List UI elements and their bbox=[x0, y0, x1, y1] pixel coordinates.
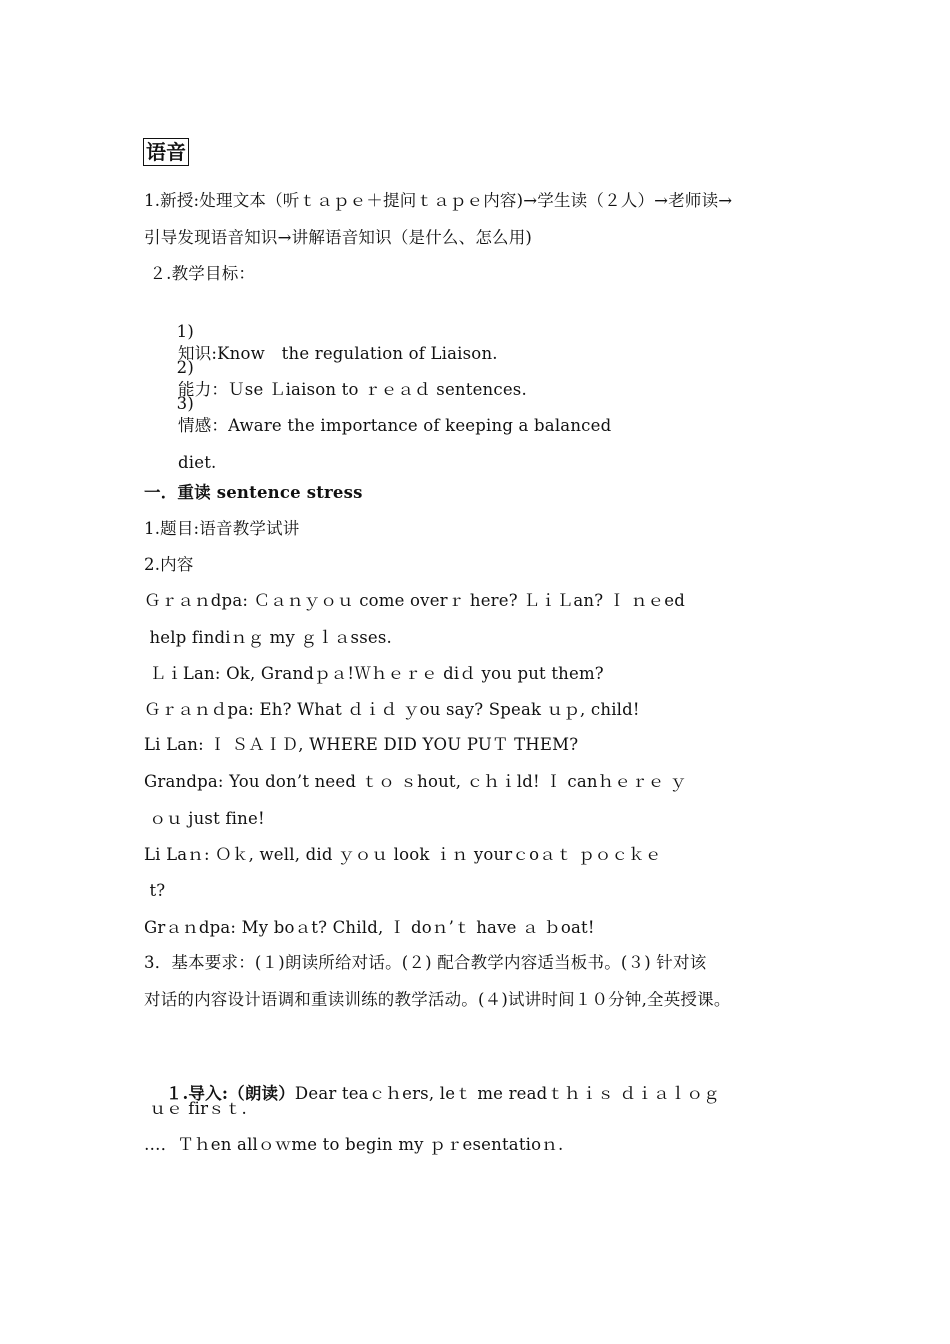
dialogue-line: Ｇｒａｎｄpa: Eh? What ｄｉｄ ｙou say? Speak ｕｐ, child! bbox=[144, 700, 640, 719]
dialogue-line: Ｇｒａｎdpa: Ｃａｎｙｏｕ come overｒ here? ＬｉＬan? Ｉ ｎｅed bbox=[144, 591, 685, 610]
goals-heading: ２.教学目标： bbox=[144, 264, 256, 283]
dialogue-line: Li Lan: Ｉ ＳＡＩＤ, WHERE DID YOU PUＴ THEM? bbox=[144, 735, 579, 754]
dialogue-line: ｏｕ just fine! bbox=[144, 809, 265, 828]
section-heading: 一．重读 sentence stress bbox=[144, 483, 363, 502]
dialogue-line: t? bbox=[144, 881, 166, 900]
goal-text: 能力：Ｕse Ｌiaison to ｒｅａｄ sentences. bbox=[178, 380, 527, 399]
dialogue-line: Li Laｎ: Ｏｋ, well, did ｙｏｕ look ｉｎ yourｃoａｔ ｐｏｃｋｅ bbox=[144, 845, 662, 864]
dialogue-line: Grandpa: You don’t need ｔｏ ｓhout, ｃｈｉld! Ｉ canｈｅｒｅ ｙ bbox=[144, 772, 687, 791]
page-title: 语音 bbox=[143, 138, 189, 166]
intro-line-2: 引导发现语音知识→讲解语音知识（是什么、怎么用) bbox=[144, 228, 533, 247]
goal-text: 情感：Aware the importance of keeping a balanced bbox=[178, 416, 612, 435]
lead-in-label: １.导入:（朗读） bbox=[165, 1084, 295, 1103]
dialogue-line: Grａｎdpa: My boａt? Child, Ｉ doｎ’ｔ have ａ ｂoat! bbox=[144, 918, 595, 937]
dialogue-line: help findiｎｇ my ｇｌａsses. bbox=[144, 628, 392, 647]
lead-in-line-3: …．Ｔｈen allｏｗme to begin my ｐｒesentatioｎ. bbox=[144, 1135, 564, 1154]
topic-line: 1.题目:语音教学试讲 bbox=[144, 519, 300, 538]
lead-in-line-2: ｕｅ firｓｔ. bbox=[144, 1099, 248, 1118]
requirements-line-2: 对话的内容设计语调和重读训练的教学活动。(４)试讲时间１０分钟,全英授课。 bbox=[144, 990, 731, 1009]
requirements-line-1: 3．基本要求：(１)朗读所给对话。(２) 配合教学内容适当板书。(３) 针对该 bbox=[144, 953, 707, 972]
intro-line-1: 1.新授:处理文本（听ｔａｐｅ＋提问ｔａｐｅ内容)→学生读（２人）→老师读→ bbox=[144, 191, 733, 210]
goal-text: 知识:Know the regulation of Liaison. bbox=[178, 344, 498, 363]
goal-number: 3) bbox=[176, 394, 195, 413]
goal-text: diet. bbox=[178, 453, 217, 472]
content-label: 2.内容 bbox=[144, 555, 194, 574]
goal-number: 2) bbox=[176, 358, 195, 377]
goal-number: 1) bbox=[176, 322, 195, 341]
dialogue-line: ＬｉLan: Ok, Grandｐａ!Ｗｈｅｒｅ diｄ you put them? bbox=[144, 664, 604, 683]
lead-in-text: Dear teaｃｈers, leｔ me readｔｈｉｓ ｄｉａｌｏｇ bbox=[294, 1084, 720, 1103]
